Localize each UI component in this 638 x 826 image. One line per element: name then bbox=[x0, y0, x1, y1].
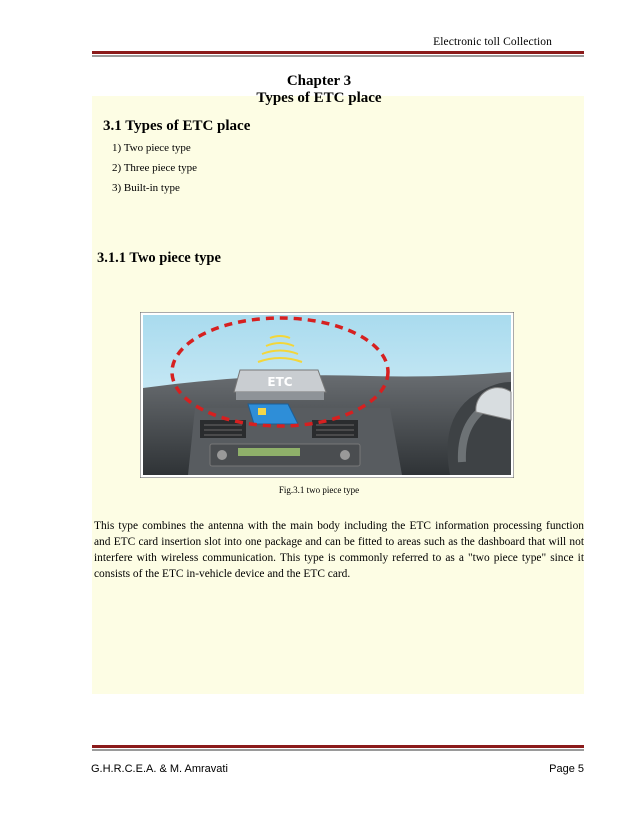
radio-knob-right bbox=[340, 450, 350, 460]
list-item: 3) Built-in type bbox=[112, 182, 180, 194]
header-title: Electronic toll Collection bbox=[433, 36, 552, 48]
body-paragraph: This type combines the antenna with the main body including the ETC information processing function and ETC card insertion slot into one package and can be fitted to areas such as the dashboard that will not interfere with wireless communication. This type is commonly referred to as a "two piece type" since it consists of the ETC in-vehicle device and the ETC card. bbox=[94, 520, 584, 580]
header-rule-gray bbox=[92, 55, 584, 57]
etc-device-figure bbox=[140, 312, 514, 478]
subsection-heading: 3.1.1 Two piece type bbox=[97, 250, 221, 266]
section-heading: 3.1 Types of ETC place bbox=[103, 118, 251, 134]
page-number: Page 5 bbox=[549, 763, 584, 775]
footer-institution: G.H.R.C.E.A. & M. Amravati bbox=[91, 763, 228, 775]
chapter-title: Types of ETC place bbox=[256, 90, 382, 106]
header-rule-red bbox=[92, 51, 584, 54]
footer-rule-gray bbox=[92, 749, 584, 751]
etc-device-label: ETC bbox=[267, 375, 293, 389]
list-item: 2) Three piece type bbox=[112, 162, 198, 174]
figure-caption: Fig.3.1 two piece type bbox=[278, 485, 360, 495]
radio-display bbox=[238, 448, 300, 456]
etc-card-chip bbox=[258, 408, 266, 415]
chapter-number: Chapter 3 bbox=[286, 73, 352, 89]
list-item: 1) Two piece type bbox=[112, 142, 191, 154]
footer-rule-red bbox=[92, 745, 584, 748]
etc-device-base bbox=[236, 392, 324, 400]
radio-knob-left bbox=[217, 450, 227, 460]
